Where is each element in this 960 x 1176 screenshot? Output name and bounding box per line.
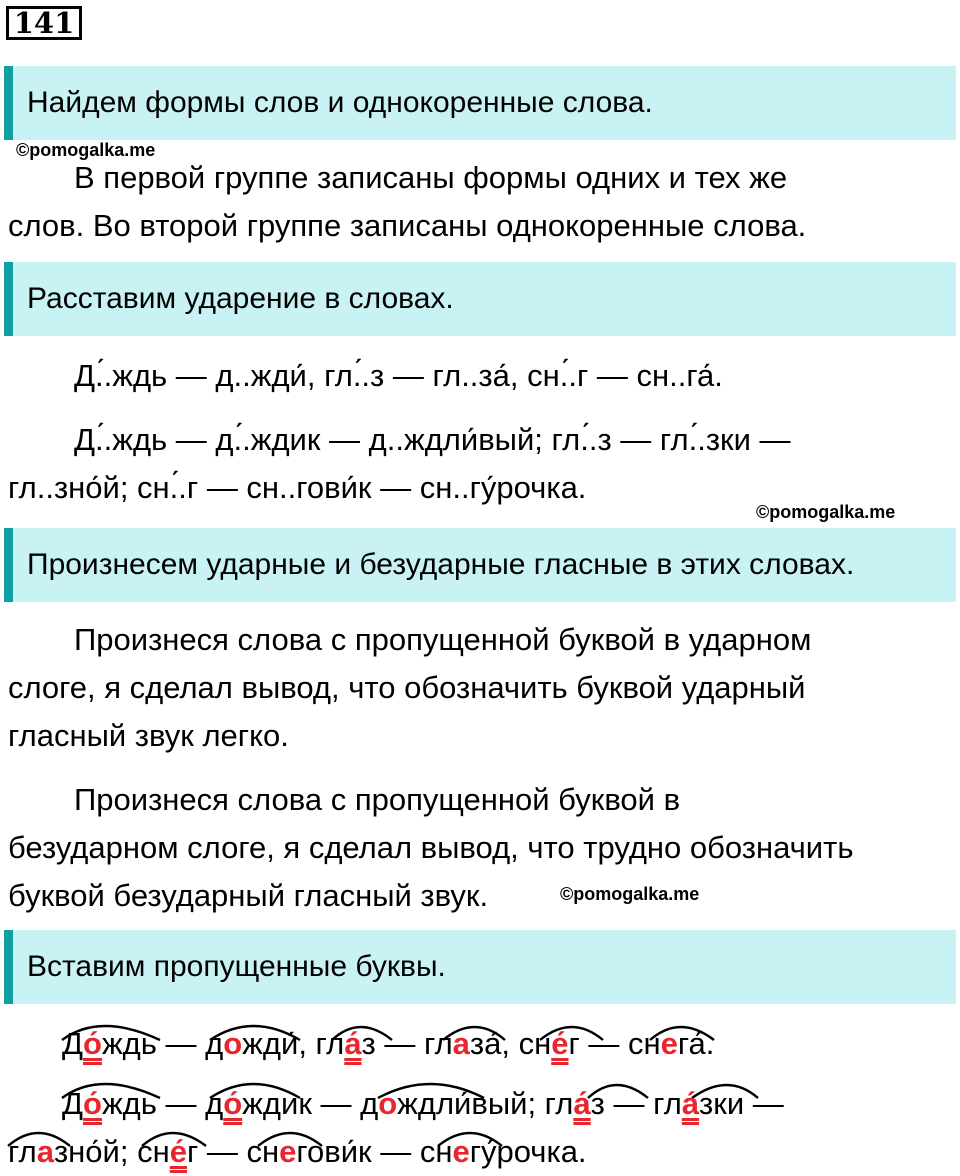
paragraph-line: Произнеся слова с пропущенной буквой в [74,782,681,817]
stress-line: гл..зно́й; сн.́.г — сн..гови́к — сн..гу́рочка. [8,470,587,505]
stress-line: Д.́.ждь — д..жди́, гл.́.з — гл..за́, сн.́.г — сн..га́. [74,358,723,393]
answer-line: глазно́й; сне́г — снегови́к — снегу́рочка. [8,1134,587,1169]
watermark: ©pomogalka.me [16,140,156,160]
paragraph-line: слов. Во второй группе записаны однокоренные слова. [8,208,807,243]
section-header-1: Найдем формы слов и однокоренные слова. [4,66,956,140]
section-header-2: Расставим ударение в словах. [4,262,956,336]
watermark: ©pomogalka.me [560,884,700,904]
stress-line: Д.́.ждь — д.́.ждик — д..ждли́вый; гл.́.з — гл.́.зки — [74,422,791,457]
paragraph-line: Произнеся слова с пропущенной буквой в ударном [74,622,812,657]
section-header-4: Вставим пропущенные буквы. [4,930,956,1004]
paragraph-line: гласный звук легко. [8,718,289,753]
answer-line: До́ждь — дожди́, гла́з — глаза́, сне́г — снега́. [62,1026,715,1061]
section-header-3: Произнесем ударные и безударные гласные в этих словах. [4,528,956,602]
answer-line: До́ждь — до́ждик — дождли́вый; гла́з — гла́зки — [62,1086,784,1121]
paragraph-line: буквой безударный гласный звук. [8,878,489,913]
watermark: ©pomogalka.me [756,502,896,522]
task-number: 141 [6,6,82,40]
paragraph-line: безударном слоге, я сделал вывод, что трудно обозначить [8,830,854,865]
paragraph-line: В первой группе записаны формы одних и тех же [74,160,788,195]
paragraph-line: слоге, я сделал вывод, что обозначить буквой ударный [8,670,806,705]
